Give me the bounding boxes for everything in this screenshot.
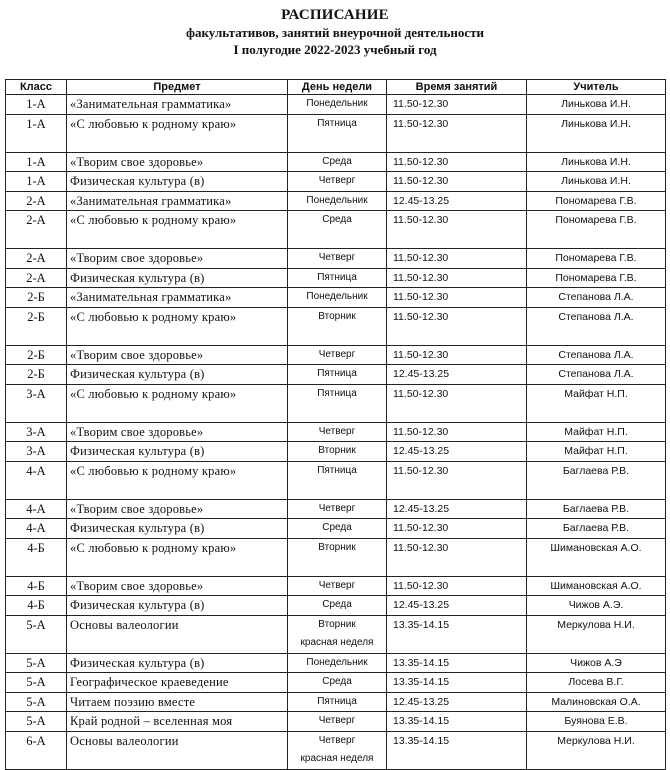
table-row (6, 576, 666, 596)
cell-time: 13.35-14.15 (387, 673, 527, 693)
cell-time: 11.50-12.30 (387, 422, 527, 442)
cell-time: 11.50-12.30 (387, 172, 527, 192)
cell-day (288, 152, 387, 172)
table-row (6, 653, 666, 673)
cell-class: 2-А (6, 191, 67, 211)
cell-time: 13.35-14.15 (387, 653, 527, 673)
cell-day (288, 615, 387, 653)
cell-day (288, 95, 387, 115)
cell-day-name: Понедельник (306, 98, 368, 109)
cell-teacher: Баглаева Р.В. (527, 461, 666, 499)
cell-subject: «Творим свое здоровье» (67, 345, 288, 365)
cell-teacher: Степанова Л.А. (527, 345, 666, 365)
cell-day-name: Среда (322, 599, 352, 610)
cell-teacher: Шимановская А.О. (527, 576, 666, 596)
cell-teacher: Малиновская О.А. (527, 692, 666, 712)
cell-time: 11.50-12.30 (387, 384, 527, 422)
cell-teacher: Пономарева Г.В. (527, 191, 666, 211)
cell-subject: «С любовью к родному краю» (67, 307, 288, 345)
cell-teacher: Пономарева Г.В. (527, 211, 666, 249)
cell-day (288, 712, 387, 732)
cell-subject: «Занимательная грамматика» (67, 95, 288, 115)
column-header-teacher: Учитель (527, 80, 666, 95)
cell-subject: Читаем поэзию вместе (67, 692, 288, 712)
cell-time: 11.50-12.30 (387, 95, 527, 115)
cell-teacher: Майфат Н.П. (527, 384, 666, 422)
table-row (6, 384, 666, 422)
schedule-table (5, 79, 666, 770)
cell-day (288, 365, 387, 385)
cell-class: 4-А (6, 519, 67, 539)
cell-subject: «Творим свое здоровье» (67, 152, 288, 172)
cell-subject: Физическая культура (в) (67, 442, 288, 462)
cell-subject: «Творим свое здоровье» (67, 249, 288, 269)
cell-time: 11.50-12.30 (387, 345, 527, 365)
cell-day-name: Четверг (318, 348, 356, 360)
schedule-table-body (6, 95, 666, 770)
cell-teacher: Чижов А.Э (527, 653, 666, 673)
cell-day-name: Среда (322, 676, 352, 687)
cell-day (288, 596, 387, 616)
cell-day (288, 731, 387, 769)
cell-time: 12.45-13.25 (387, 191, 527, 211)
cell-class: 4-Б (6, 596, 67, 616)
table-row (6, 596, 666, 616)
cell-day (288, 172, 387, 192)
cell-teacher: Баглаева Р.В. (527, 499, 666, 519)
cell-subject: «С любовью к родному краю» (67, 384, 288, 422)
cell-day-name: Среда (322, 155, 352, 167)
cell-day (288, 442, 387, 462)
cell-teacher: Лосева В.Г. (527, 673, 666, 693)
cell-teacher: Баглаева Р.В. (527, 519, 666, 539)
cell-subject: «С любовью к родному краю» (67, 114, 288, 152)
cell-day-note: красная неделя (300, 753, 374, 764)
cell-day-name: Понедельник (306, 656, 368, 668)
cell-teacher: Майфат Н.П. (527, 422, 666, 442)
table-row (6, 288, 666, 308)
cell-day-name: Среда (322, 214, 352, 225)
table-row (6, 172, 666, 192)
cell-day (288, 249, 387, 269)
cell-day-name: Вторник (318, 618, 356, 630)
cell-day (288, 576, 387, 596)
cell-day (288, 519, 387, 539)
cell-subject: Физическая культура (в) (67, 268, 288, 288)
cell-class: 5-А (6, 692, 67, 712)
cell-day (288, 288, 387, 308)
cell-subject: Основы валеологии (67, 615, 288, 653)
cell-teacher: Линькова И.Н. (527, 95, 666, 115)
cell-day-name: Пятница (317, 464, 357, 476)
cell-time: 11.50-12.30 (387, 268, 527, 288)
cell-day (288, 673, 387, 693)
cell-time: 13.35-14.15 (387, 712, 527, 732)
cell-class: 1-А (6, 114, 67, 152)
cell-day (288, 345, 387, 365)
cell-class: 4-Б (6, 576, 67, 596)
cell-day-name: Пятница (317, 695, 357, 707)
cell-teacher: Меркулова Н.И. (527, 615, 666, 653)
cell-day (288, 384, 387, 422)
cell-time: 11.50-12.30 (387, 249, 527, 269)
schedule-table-header (6, 80, 666, 95)
cell-day (288, 307, 387, 345)
cell-class: 5-А (6, 712, 67, 732)
cell-day-name: Четверг (318, 502, 356, 514)
cell-class: 4-Б (6, 538, 67, 576)
cell-time: 11.50-12.30 (387, 211, 527, 249)
document-title: РАСПИСАНИЕ (281, 7, 389, 23)
cell-subject: Географическое краеведение (67, 673, 288, 693)
cell-day (288, 191, 387, 211)
cell-class: 2-Б (6, 307, 67, 345)
cell-teacher: Линькова И.Н. (527, 114, 666, 152)
table-row (6, 191, 666, 211)
cell-day-name: Пятница (317, 387, 357, 399)
cell-day-name: Понедельник (306, 291, 368, 302)
cell-time: 11.50-12.30 (387, 538, 527, 576)
column-header-time: Время занятий (387, 80, 527, 95)
cell-class: 5-А (6, 653, 67, 673)
cell-teacher: Чижов А.Э. (527, 596, 666, 616)
cell-teacher: Пономарева Г.В. (527, 268, 666, 288)
cell-subject: Физическая культура (в) (67, 365, 288, 385)
cell-time: 11.50-12.30 (387, 576, 527, 596)
cell-subject: Физическая культура (в) (67, 172, 288, 192)
cell-day-name: Пятница (317, 271, 357, 283)
table-row (6, 249, 666, 269)
cell-subject: Основы валеологии (67, 731, 288, 769)
cell-class: 3-А (6, 442, 67, 462)
cell-day-name: Пятница (317, 117, 357, 129)
cell-teacher: Меркулова Н.И. (527, 731, 666, 769)
cell-time: 11.50-12.30 (387, 288, 527, 308)
cell-subject: Физическая культура (в) (67, 653, 288, 673)
cell-time: 12.45-13.25 (387, 692, 527, 712)
cell-day (288, 268, 387, 288)
cell-teacher: Степанова Л.А. (527, 288, 666, 308)
cell-class: 2-Б (6, 345, 67, 365)
table-row (6, 268, 666, 288)
cell-class: 2-Б (6, 288, 67, 308)
table-row (6, 345, 666, 365)
cell-teacher: Пономарева Г.В. (527, 249, 666, 269)
cell-class: 1-А (6, 95, 67, 115)
cell-class: 4-А (6, 499, 67, 519)
cell-time: 12.45-13.25 (387, 499, 527, 519)
cell-subject: «Занимательная грамматика» (67, 288, 288, 308)
cell-time: 12.45-13.25 (387, 596, 527, 616)
cell-day-name: Вторник (318, 445, 356, 456)
cell-day-note: красная неделя (300, 637, 374, 648)
cell-class: 3-А (6, 422, 67, 442)
cell-day-name: Вторник (318, 541, 356, 553)
cell-class: 1-А (6, 172, 67, 192)
table-row (6, 211, 666, 249)
table-row (6, 499, 666, 519)
cell-class: 3-А (6, 384, 67, 422)
cell-day (288, 653, 387, 673)
cell-teacher: Буянова Е.В. (527, 712, 666, 732)
cell-time: 12.45-13.25 (387, 365, 527, 385)
cell-class: 2-Б (6, 365, 67, 385)
cell-subject: «Творим свое здоровье» (67, 576, 288, 596)
cell-subject: Край родной – вселенная моя (67, 712, 288, 732)
document-period: I полугодие 2022-2023 учебный год (233, 42, 437, 57)
cell-class: 2-А (6, 211, 67, 249)
table-row (6, 692, 666, 712)
cell-day-name: Четверг (318, 579, 356, 591)
cell-subject: «Творим свое здоровье» (67, 499, 288, 519)
cell-teacher: Шимановская А.О. (527, 538, 666, 576)
table-row (6, 152, 666, 172)
cell-day-name: Понедельник (306, 194, 368, 206)
cell-day (288, 422, 387, 442)
cell-teacher: Степанова Л.А. (527, 307, 666, 345)
cell-subject: «С любовью к родному краю» (67, 211, 288, 249)
cell-day (288, 461, 387, 499)
cell-day (288, 114, 387, 152)
table-row (6, 712, 666, 732)
cell-teacher: Степанова Л.А. (527, 365, 666, 385)
cell-time: 13.35-14.15 (387, 731, 527, 769)
cell-day-name: Среда (322, 522, 352, 533)
cell-class: 6-А (6, 731, 67, 769)
cell-day-name: Четверг (318, 175, 356, 186)
column-header-subject: Предмет (67, 80, 288, 95)
cell-day-name: Вторник (318, 310, 356, 322)
table-row (6, 307, 666, 345)
table-row (6, 422, 666, 442)
table-row (6, 519, 666, 539)
table-row (6, 114, 666, 152)
table-row (6, 615, 666, 653)
table-row (6, 95, 666, 115)
table-row (6, 442, 666, 462)
table-row (6, 731, 666, 769)
column-header-day: День недели (288, 80, 387, 95)
cell-time: 13.35-14.15 (387, 615, 527, 653)
cell-subject: Физическая культура (в) (67, 596, 288, 616)
table-row (6, 461, 666, 499)
cell-day-name: Четверг (318, 425, 356, 437)
cell-day-name: Четверг (318, 252, 356, 263)
cell-time: 11.50-12.30 (387, 152, 527, 172)
table-row (6, 538, 666, 576)
cell-time: 11.50-12.30 (387, 461, 527, 499)
cell-day (288, 211, 387, 249)
cell-class: 1-А (6, 152, 67, 172)
cell-day-name: Четверг (318, 734, 356, 746)
document-header (0, 6, 670, 58)
cell-teacher: Линькова И.Н. (527, 172, 666, 192)
cell-class: 5-А (6, 615, 67, 653)
cell-subject: «С любовью к родному краю» (67, 461, 288, 499)
cell-time: 11.50-12.30 (387, 114, 527, 152)
cell-subject: «Занимательная грамматика» (67, 191, 288, 211)
cell-subject: «Творим свое здоровье» (67, 422, 288, 442)
cell-time: 11.50-12.30 (387, 307, 527, 345)
column-header-class: Класс (6, 80, 67, 95)
cell-day (288, 499, 387, 519)
document-subtitle: факультативов, занятий внеурочной деятельности (186, 25, 484, 40)
cell-class: 5-А (6, 673, 67, 693)
cell-class: 2-А (6, 249, 67, 269)
cell-day (288, 692, 387, 712)
cell-subject: «С любовью к родному краю» (67, 538, 288, 576)
cell-class: 2-А (6, 268, 67, 288)
table-row (6, 673, 666, 693)
cell-day-name: Четверг (318, 715, 356, 726)
cell-day (288, 538, 387, 576)
cell-time: 11.50-12.30 (387, 519, 527, 539)
cell-time: 12.45-13.25 (387, 442, 527, 462)
cell-teacher: Линькова И.Н. (527, 152, 666, 172)
cell-class: 4-А (6, 461, 67, 499)
cell-teacher: Майфат Н.П. (527, 442, 666, 462)
cell-day-name: Пятница (317, 368, 357, 379)
cell-subject: Физическая культура (в) (67, 519, 288, 539)
table-row (6, 365, 666, 385)
